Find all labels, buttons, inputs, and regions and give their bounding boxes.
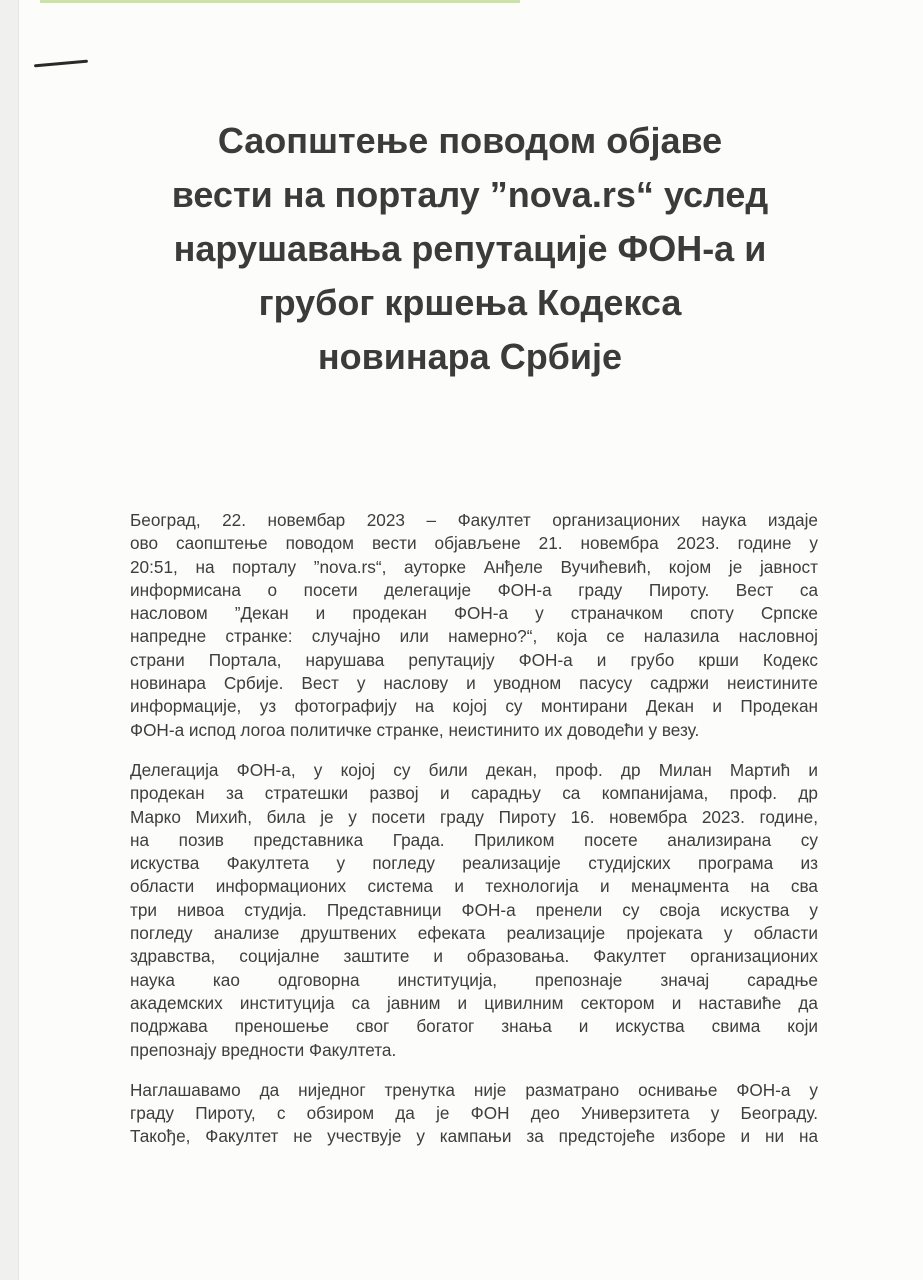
- text-line: ово саопштење поводом вести објављене 21. новембра 2023. године у: [130, 533, 818, 554]
- text-line: искуства Факултета у погледу реализације студијских програма из: [130, 853, 818, 874]
- title-line: грубог кршења Кодекса: [258, 282, 682, 323]
- text-line: области информационих система и технологија и менаџмента на сва: [130, 876, 818, 897]
- document-title: [100, 114, 840, 384]
- text-line: новинара Србије. Вест у наслову и уводном пасусу садржи неистините: [130, 673, 818, 694]
- text-line: Наглашавамо да ниједног тренутка није разматрано оснивање ФОН-а у: [130, 1079, 818, 1100]
- title-line: нарушавања репутације ФОН-а и: [173, 228, 767, 269]
- paragraph-2: [130, 759, 818, 1062]
- text-line: Такође, Факултет не учествује у кампањи за предстојеће изборе и ни на: [130, 1126, 818, 1147]
- pen-mark: [34, 60, 88, 68]
- text-line: 20:51, на порталу ”nova.rs“, ауторке Анђеле Вучићевић, којом је јавност: [130, 556, 818, 577]
- text-line: информисана о посети делегације ФОН-а граду Пироту. Вест са: [130, 579, 818, 600]
- text-line: Делегација ФОН-а, у којој су били декан, проф. др Милан Мартић и: [130, 759, 818, 780]
- text-line: погледу анализе друштвених ефеката реализације пројеката у области: [130, 923, 818, 944]
- document-body: [130, 509, 818, 1166]
- text-line: наука као одговорна институција, препознаје значај сарадње: [130, 969, 818, 990]
- text-line: ФОН-а испод логоа политичке странке, неистинито их доводећи у везу.: [130, 719, 700, 740]
- text-line: препознају вредности Факултета.: [130, 1039, 397, 1060]
- text-line: насловом ”Декан и продекан ФОН-а у страначком споту Српске: [130, 603, 818, 624]
- text-line: напредне странке: случајно или намерно?“, која се налазила насловној: [130, 626, 818, 647]
- text-line: страни Портала, нарушава репутацију ФОН-а и грубо крши Кодекс: [130, 649, 818, 670]
- text-line: Београд, 22. новембар 2023 – Факултет организационих наука издаје: [130, 510, 818, 530]
- scan-edge-left: [0, 0, 19, 1280]
- text-line: граду Пироту, с обзиром да је ФОН део Универзитета у Београду.: [130, 1103, 818, 1124]
- text-line: академских институција са јавним и цивилним сектором и наставиће да: [130, 992, 818, 1013]
- text-line: Марко Михић, била је у посети граду Пироту 16. новембра 2023. године,: [130, 806, 818, 827]
- title-line: вести на порталу ”nova.rs“ услед: [171, 174, 769, 215]
- text-line: три нивоа студија. Представници ФОН-а пренели су своја искуства у: [130, 899, 818, 920]
- text-line: подржава преношење свог богатог знања и искуства свима који: [130, 1016, 818, 1037]
- paragraph-1: [130, 509, 818, 742]
- paragraph-3: [130, 1079, 818, 1149]
- text-line: информације, уз фотографију на којој су монтирани Декан и Продекан: [130, 696, 818, 717]
- scan-edge-top: [40, 0, 520, 3]
- text-line: продекан за стратешки развој и сарадњу са компанијама, проф. др: [130, 783, 818, 804]
- text-line: на позив представника Града. Приликом посете анализирана су: [130, 829, 818, 850]
- text-line: здравства, социјалне заштите и образовања. Факултет организационих: [130, 946, 818, 967]
- title-line: Саопштење поводом објаве: [217, 120, 723, 161]
- title-line: новинара Србије: [317, 336, 623, 377]
